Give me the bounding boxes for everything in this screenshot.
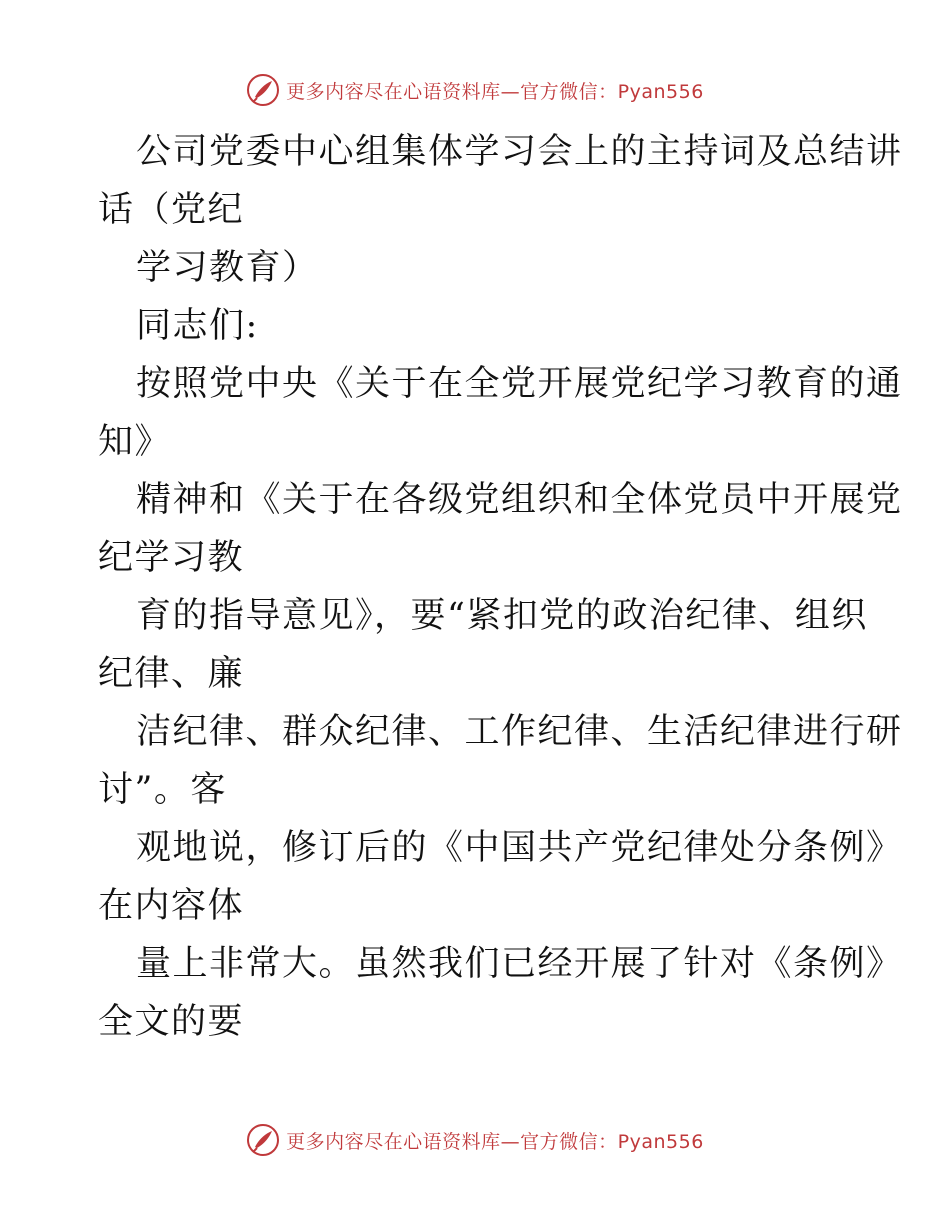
doc-line: 同志们: xyxy=(136,306,259,346)
doc-line: 话（党纪 xyxy=(98,190,245,230)
doc-line: 全文的要 xyxy=(98,1002,245,1042)
doc-line: 育的指导意见》，要“紧扣党的政治纪律、组织 xyxy=(136,596,868,636)
doc-line: 洁纪律、群众纪律、工作纪律、生活纪律进行研 xyxy=(136,712,903,752)
doc-line: 知》 xyxy=(98,422,172,462)
doc-line: 量上非常大。虽然我们已经开展了针对《条例》 xyxy=(136,944,903,984)
doc-line: 学习教育） xyxy=(136,248,319,288)
header-banner-text[interactable]: 更多内容尽在心语资料库—官方微信：Pyan556 xyxy=(286,80,704,103)
doc-line: 精神和《关于在各级党组织和全体党员中开展党 xyxy=(136,480,903,520)
doc-line: 按照党中央《关于在全党开展党纪学习教育的通 xyxy=(136,364,903,404)
footer-banner xyxy=(0,1120,950,1160)
doc-line: 在内容体 xyxy=(98,886,245,926)
quill-pen-logo-icon xyxy=(246,1123,280,1157)
footer-banner-inner xyxy=(246,1123,704,1157)
header-banner xyxy=(0,70,950,110)
doc-line: 讨”。客 xyxy=(98,770,227,810)
doc-line: 纪学习教 xyxy=(98,538,245,578)
doc-line: 纪律、廉 xyxy=(98,654,245,694)
doc-line: 公司党委中心组集体学习会上的主持词及总结讲 xyxy=(136,132,903,172)
doc-line: 观地说，修订后的《中国共产党纪律处分条例》 xyxy=(136,828,903,868)
document-body xyxy=(98,123,903,1051)
header-banner-inner xyxy=(246,73,704,107)
footer-banner-text[interactable]: 更多内容尽在心语资料库—官方微信：Pyan556 xyxy=(286,1130,704,1153)
quill-pen-logo-icon xyxy=(246,73,280,107)
